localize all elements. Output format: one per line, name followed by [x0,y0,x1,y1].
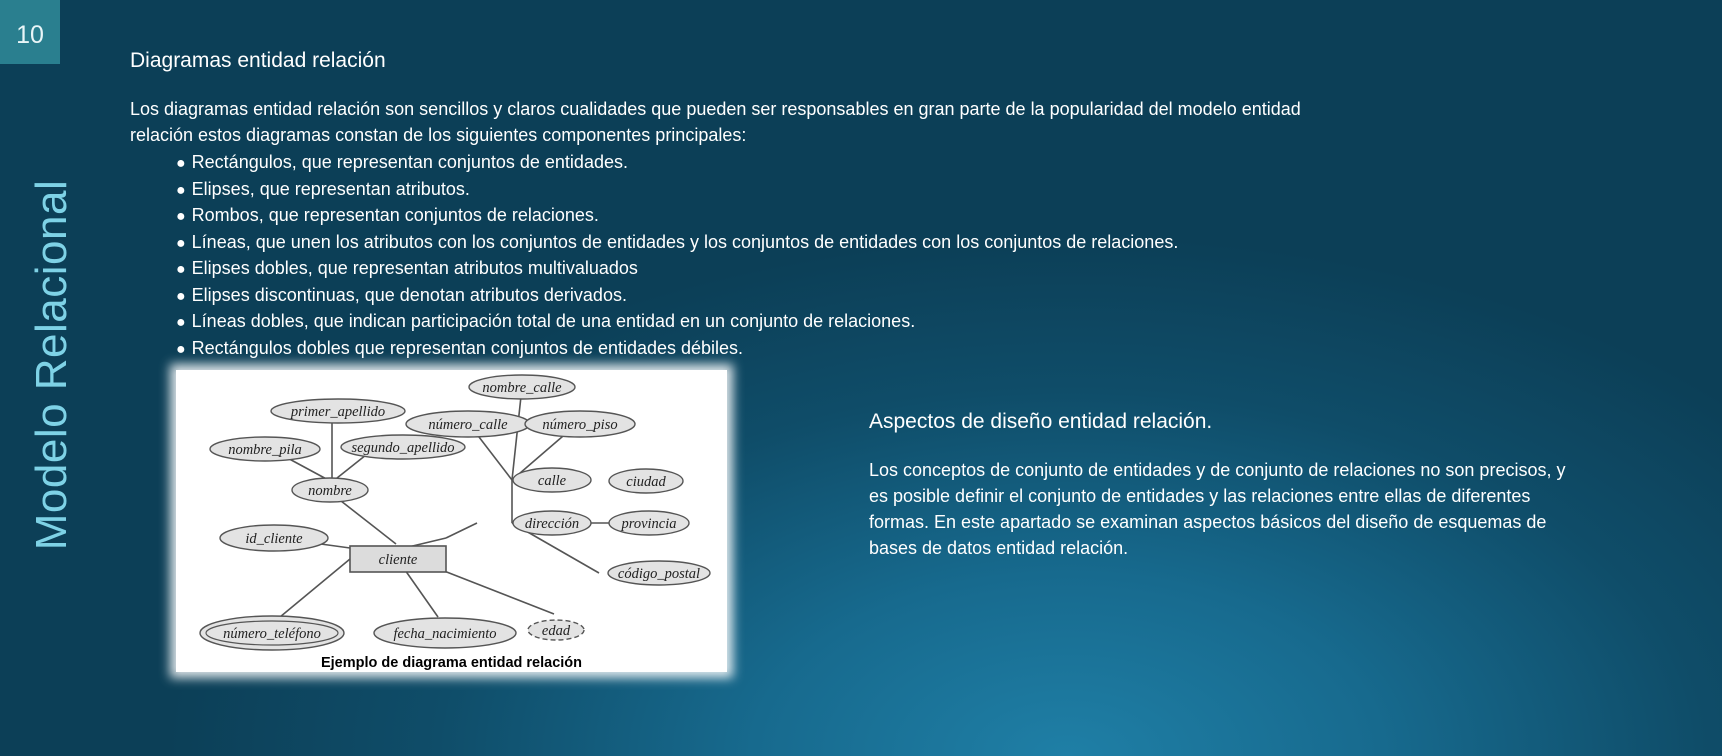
bullet-icon: ● [176,181,186,199]
list-item [176,309,1178,336]
attr-label: número_piso [542,417,618,433]
attr-label: ciudad [626,474,666,490]
section-side-title: Modelo Relacional [27,179,76,551]
attr-label: primer_apellido [290,404,386,420]
bullet-icon: ● [176,314,186,331]
section-paragraph: Los conceptos de conjunto de entidades y de conjunto de relaciones no son precisos, y es posible definir el conjunto de entidades y las relaciones entre ellas de diferentes formas. En este apartado se examinan aspectos básicos del diseño de esquemas de bases de datos entidad relación. [869,460,1566,558]
figure-caption: Ejemplo de diagrama entidad relación [320,655,583,671]
attr-label: número_teléfono [223,626,321,642]
list-item [176,283,1178,310]
er-diagram [176,370,727,672]
attr-label: calle [537,473,567,489]
list-item-text: Rectángulos, que representan conjuntos de entidades. [191,152,628,172]
list-item [176,230,1178,257]
attr-label: provincia [621,516,677,532]
list-item [176,203,1178,230]
diagram-attribute-shapes [210,375,710,648]
attr-label: edad [541,623,571,639]
list-item [176,336,1178,363]
list-item [176,150,1178,177]
slide-number: 10 [0,0,60,64]
attr-label: código_postal [617,566,701,582]
er-diagram-figure [176,370,727,672]
intro-paragraph: Los diagramas entidad relación son sencillos y claros cualidades que pueden ser responsables en gran parte de la popularidad del modelo entidad relación estos diagramas constan de los siguientes componentes principales: [130,99,1301,145]
attr-label: segundo_apellido [351,440,455,456]
bullet-icon: ● [176,208,186,225]
list-item [176,256,1178,283]
list-item-text: Elipses discontinuas, que denotan atributos derivados. [191,284,627,305]
bullet-icon: ● [176,261,186,278]
list-item-text: Elipses dobles, que representan atributos multivaluados [191,258,638,278]
components-list [176,150,1178,362]
page-title: Diagramas entidad relación [130,49,386,72]
attr-label: número_calle [428,417,508,433]
list-item-text: Elipses, que representan atributos. [191,178,470,199]
attr-label: fecha_nacimiento [393,626,497,642]
section-title: Aspectos de diseño entidad relación. [869,410,1213,433]
list-item-text: Líneas, que unen los atributos con los conjuntos de entidades y los conjuntos de entidades con los conjuntos de relaciones. [191,231,1179,252]
bullet-icon: ● [176,155,186,172]
bullet-icon: ● [176,340,186,358]
list-item-text: Rectángulos dobles que representan conjuntos de entidades débiles. [191,337,744,358]
bullet-icon: ● [176,287,186,305]
list-item-text: Rombos, que representan conjuntos de relaciones. [191,205,599,225]
attr-label: nombre_pila [228,442,302,458]
attr-label: id_cliente [245,531,303,547]
entity-label: cliente [378,552,418,568]
list-item-text: Líneas dobles, que indican participación total de una entidad en un conjunto de relaciones. [191,311,916,331]
list-item [176,177,1178,204]
bullet-icon: ● [176,234,186,252]
attr-label: dirección [524,516,580,532]
attr-label: nombre_calle [482,380,562,396]
attr-label: nombre [308,483,352,499]
